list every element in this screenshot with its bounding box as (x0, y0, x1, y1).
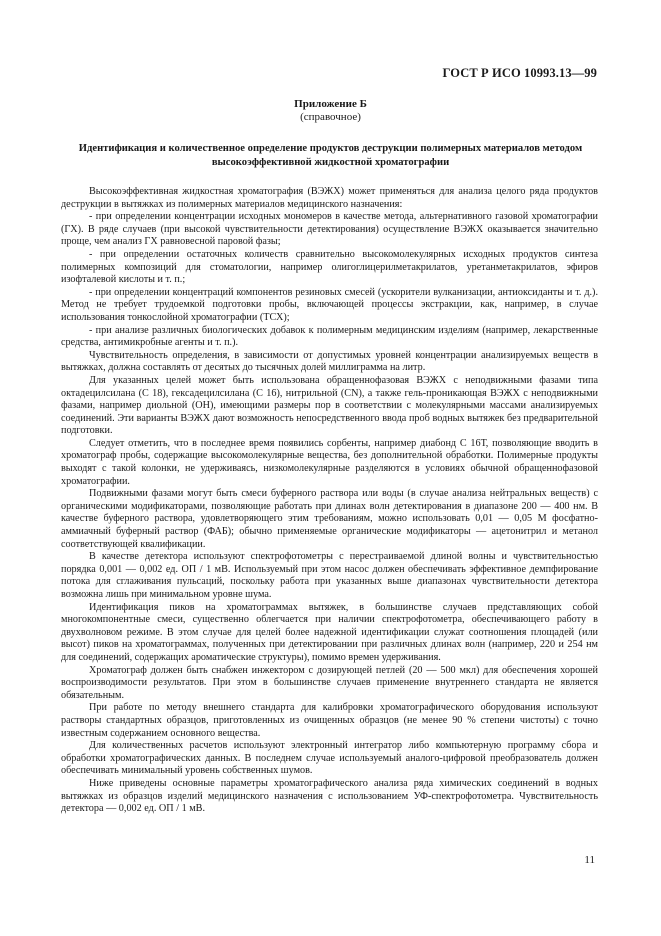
body-text (61, 186, 598, 816)
paragraph-calculations: Для количественных расчетов используют электронный интегратор либо компьютерную программу сбора и обработки хроматографических данных. В последнем случае используемый аналого-цифровой преобразователь должен обеспечивать минимальный уровень собственных шумов. (61, 740, 598, 777)
paragraph-injector: Хроматограф должен быть снабжен инжектором с дозирующей петлей (20 — 500 мкл) для обеспечения хорошей воспроизводимости результатов. При этом в большинстве случаев применение внутреннего стандарта не является обязательным. (61, 664, 598, 701)
section-title: Идентификация и количественное определение продуктов деструкции полимерных материалов методом высокоэффективной жидкостной хроматографии (78, 143, 583, 168)
paragraph-parameters: Ниже приведены основные параметры хроматографического анализа ряда химических соединений в водных вытяжках из образцов изделий медицинского назначения с использованием УФ-спектрофотометра. Чувствительность детектора — 0,002 ед. ОП / 1 мВ. (61, 777, 598, 815)
paragraph-mobile-phases: Подвижными фазами могут быть смеси буферного раствора или воды (в случае анализа нейтральных веществ) с органическими модификаторами, позволяющие работать при длинах волн детектирования в диапазоне 200 — 400 нм. В качестве буферного раствора, удовлетворяющего этим требованиям, можно использовать 0,01 — 0,05 М фосфатно-аммиачный буферный раствор (ФАБ); обычно применяемые органические модификаторы — ацетонитрил и метанол соответствующей квалификации. (61, 488, 598, 550)
list-item-monomers: - при определении концентрации исходных мономеров в качестве метода, альтернативного газовой хроматографии (ГХ). В ряде случаев (при высокой чувствительности детектирования) осуществление ВЭЖХ оказывается значительно проще, чем анализ ГХ равновесной паровой фазы; (61, 211, 598, 248)
annex-subtitle: (справочное) (300, 111, 361, 123)
paragraph-stationary-phases: Для указанных целей может быть использована обращеннофазовая ВЭЖХ с неподвижными фазами типа октадецилсилана (С 18), гексадецилсилана (С 16), нитрильной (CN), а также гель-проникающая ВЭЖХ с неподвижными фазами, например диольной (ОН), имеющими размеры пор в соответствии с молекулярными массами анализируемых соединений. Эти варианты ВЭЖХ дают возможность непосредственного ввода проб водных вытяжек без предварительной подготовки. (61, 374, 598, 437)
paragraph-sensitivity: Чувствительность определения, в зависимости от допустимых уровней концентрации анализируемых веществ в вытяжках, должна составлять от десятых до тысячных долей миллиграмма на литр. (61, 349, 598, 374)
paragraph-detector: В качестве детектора используют спектрофотометры с перестраиваемой длиной волны и чувствительностью порядка 0,001 — 0,002 ед. ОП / 1 мВ. Используемый при этом насос должен обеспечивать эффективное демпфирование потока для сглаживания пульсаций, поскольку работа при указанных выше диапазонах чувствительности детектора возможна лишь при минимальном уровне шума. (61, 551, 598, 600)
paragraph-intro: Высокоэффективная жидкостная хроматография (ВЭЖХ) может применяться для анализа целого ряда продуктов деструкции в вытяжках из полимерных материалов медицинского назначения: (61, 186, 598, 210)
paragraph-external-standard: При работе по методу внешнего стандарта для калибровки хроматографического оборудования используют растворы стандартных образцов, приготовленных из очищенных образцов (не менее 90 % степени чистоты) с точно известным содержанием основного вещества. (61, 702, 598, 739)
list-item-bio-additives: - при анализе различных биологических добавок к полимерным медицинским изделиям (например, лекарственные средства, антимикробные агенты и т. п.). (61, 324, 598, 349)
annex-title: Приложение Б (294, 98, 367, 110)
paragraph-peak-identification: Идентификация пиков на хроматограммах вытяжек, в большинстве случаев представляющих собой многокомпонентные смеси, существенно облегчается при наличии спектрофотометра, обеспечивающего работу в двухволновом режиме. В этом случае для целей более надежной идентификации служат соотношения площадей (или высот) пиков на хроматограммах, полученных при детектировании при различных длинах волн (например, 220 и 254 нм для соединений, содержащих ароматические структуры), помимо времен удерживания. (61, 601, 598, 663)
list-item-rubber-components: - при определении концентраций компонентов резиновых смесей (ускорители вулканизации, антиоксиданты и т. д.). Метод не требует трудоемкой подготовки пробы, включающей процессы экстракции, как, например, в случае использования тонкослойной хроматографии (ТСХ); (61, 286, 598, 323)
list-item-residuals: - при определении остаточных количеств сравнительно высокомолекулярных исходных продуктов синтеза полимерных композиций для стоматологии, например олигоглицерилметакрилатов, уретанметакрилатов, эфиров изофталевой кислоты и т. п.; (61, 248, 598, 286)
document-code-header: ГОСТ Р ИСО 10993.13—99 (442, 66, 597, 80)
paragraph-sorbents: Следует отметить, что в последнее время появились сорбенты, например диабонд С 16Т, позволяющие вводить в хроматограф пробы, содержащие высокомолекулярные вещества, без дополнительной обработки. Полимерные продукты выходят с такой колонки, не удерживаясь, низкомолекулярные разделяются в условиях обычной обращеннофазовой хроматографии. (61, 437, 598, 487)
page-number: 11 (584, 854, 595, 866)
